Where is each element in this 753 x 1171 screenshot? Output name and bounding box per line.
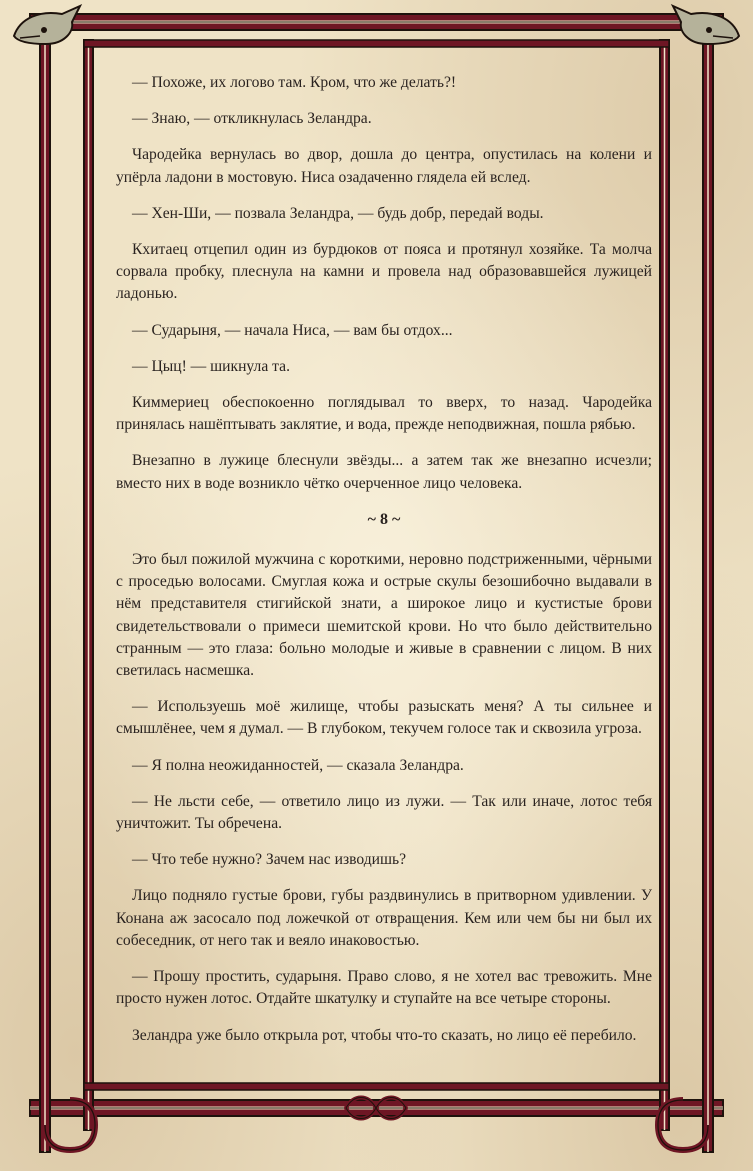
paragraph: Кхитаец отцепил один из бурдюков от пояса и протянул хозяйке. Та молча сорвала пробку, плеснула на камни и провела над образовавшейся лужицей ладонью. <box>116 241 652 303</box>
paragraph: — Я полна неожиданностей, — сказала Зеландра. <box>132 756 464 774</box>
paragraph: — Хен-Ши, — позвала Зеландра, — будь добр, передай воды. <box>132 204 544 222</box>
paragraph: — Сударыня, — начала Ниса, — вам бы отдох... <box>132 321 453 339</box>
paragraph: Внезапно в лужице блеснули звёзды... а затем так же внезапно исчезли; вместо них в воде возникло чётко очерченное лицо человека. <box>116 452 652 492</box>
paragraph: — Используешь моё жилище, чтобы разыскать меня? А ты сильнее и смышлёнее, чем я думал. — В глубоком, текучем голосе так и сквозила угроза. <box>116 698 652 738</box>
paragraph: Зеландра уже было открыла рот, чтобы что-то сказать, но лицо её перебило. <box>132 1026 637 1044</box>
paragraph: — Не льсти себе, — ответило лицо из лужи. — Так или иначе, лотос тебя уничтожит. Ты обречена. <box>116 792 652 833</box>
page-text <box>116 72 652 1061</box>
page-number: ~ 8 ~ <box>367 510 401 528</box>
top-left-dragon-head <box>14 6 80 44</box>
top-right-dragon-head <box>673 6 739 44</box>
paragraph: — Знаю, — откликнулась Зеландра. <box>132 110 372 128</box>
top-border <box>30 14 723 30</box>
paragraph: Чародейка вернулась во двор, дошла до центра, опустилась на колени и упёрла ладони в мостовую. Ниса озадаченно глядела ей вслед. <box>116 146 652 186</box>
left-border <box>40 22 93 1152</box>
right-border <box>660 22 713 1152</box>
paragraph: — Что тебе нужно? Зачем нас изводишь? <box>132 851 407 869</box>
paragraph: — Похоже, их логово там. Кром, что же делать?! <box>132 74 457 91</box>
paragraph: — Цыц! — шикнула та. <box>132 357 290 375</box>
paragraph: — Прошу простить, сударыня. Право слово, я не хотел вас тревожить. Мне просто нужен лотос. Отдайте шкатулку и ступайте на все четыре стороны. <box>116 968 652 1008</box>
paragraph: Это был пожилой мужчина с короткими, неровно подстриженными, чёрными с проседью волосами. Смуглая кожа и острые скулы безошибочно выдавали в нём представителя стигийской знати, а широкое лицо и кустистые брови свидетельствовали о примеси шемитской крови. Но что было действительно странным — это глаза: больно молодые и живые в сравнении с лицом. В них светилась насмешка. <box>116 551 652 680</box>
paragraph: Киммериец обеспокоенно поглядывал то вверх, то назад. Чародейка принялась нашёптывать заклятие, и вода, прежде неподвижная, пошла рябью. <box>116 394 652 434</box>
paragraph: Лицо подняло густые брови, губы раздвинулись в притворном удивлении. У Конана аж засосало под ложечкой от отвращения. Кем или чем бы ни был их собеседник, от него так и веяло инаковостью. <box>116 887 652 949</box>
text-before-page-number <box>116 72 652 495</box>
text-after-page-number <box>116 549 652 1047</box>
